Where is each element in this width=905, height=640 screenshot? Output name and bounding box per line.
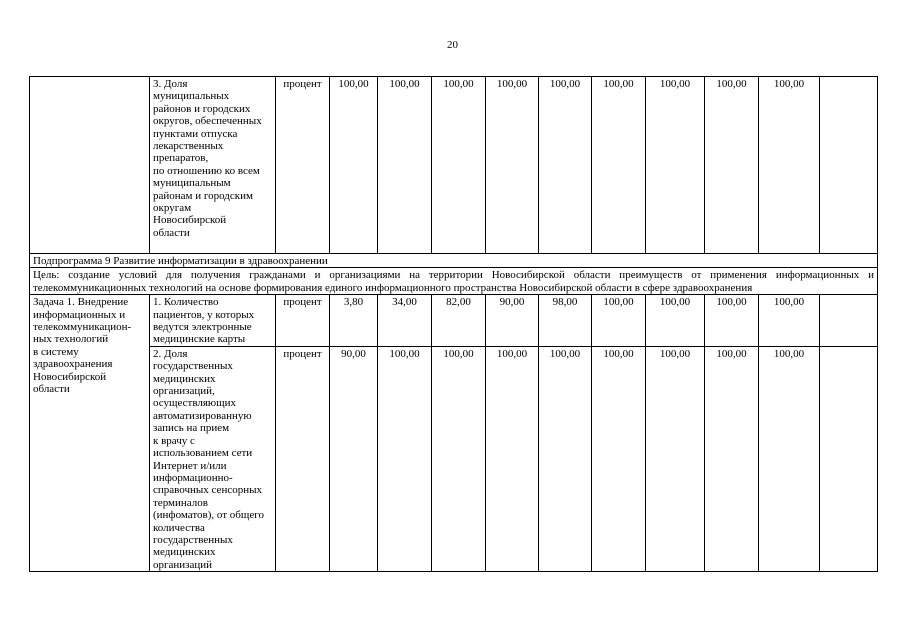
value-cell: 100,00 xyxy=(646,295,705,347)
value-cell: 90,00 xyxy=(330,346,378,571)
table-row xyxy=(30,254,878,268)
value-cell xyxy=(820,295,878,347)
indicator-cell: 1. Количество пациентов, у которых ведутся электронные медицинские карты xyxy=(150,295,276,347)
goal-text: Цель: создание условий для получения гражданами и организациями на территории Новосибирской области преимуществ от применения информационных и телекоммуникационных технологий на основе формирования единого информационного пространства Новосибирской области в сфере здравоохранения xyxy=(30,268,878,295)
value-cell: 100,00 xyxy=(378,77,432,254)
value-cell: 100,00 xyxy=(646,77,705,254)
value-cell xyxy=(820,346,878,571)
value-cell xyxy=(820,77,878,254)
value-cell: 34,00 xyxy=(378,295,432,347)
table-row xyxy=(30,346,878,571)
value-cell: 100,00 xyxy=(705,77,759,254)
unit-cell: процент xyxy=(276,295,330,347)
value-cell: 100,00 xyxy=(432,77,486,254)
table-row xyxy=(30,295,878,347)
value-cell: 100,00 xyxy=(759,295,820,347)
page-number: 20 xyxy=(447,39,458,51)
value-cell: 82,00 xyxy=(432,295,486,347)
value-cell: 100,00 xyxy=(759,346,820,571)
value-cell: 100,00 xyxy=(592,346,646,571)
value-cell: 90,00 xyxy=(486,295,539,347)
unit-cell: процент xyxy=(276,346,330,571)
indicator-cell: 2. Доля государственных медицинских организаций, осуществляющих автоматизированную запись на прием к врачу с использованием сети Интернет и/или информационно- справочных сенсорных терминалов (инфоматов), от общего количества государственных медицинских организаций xyxy=(150,346,276,571)
task-cell xyxy=(30,77,150,254)
value-cell: 100,00 xyxy=(432,346,486,571)
table-row xyxy=(30,268,878,295)
value-cell: 100,00 xyxy=(705,346,759,571)
value-cell: 100,00 xyxy=(486,346,539,571)
value-cell: 100,00 xyxy=(539,77,592,254)
value-cell: 100,00 xyxy=(486,77,539,254)
value-cell: 100,00 xyxy=(705,295,759,347)
value-cell: 100,00 xyxy=(592,77,646,254)
indicators-table xyxy=(29,76,878,572)
value-cell: 3,80 xyxy=(330,295,378,347)
task-cell: Задача 1. Внедрение информационных и телекоммуникацион- ных технологий в систему здравоохранения Новосибирской области xyxy=(30,295,150,572)
value-cell: 100,00 xyxy=(646,346,705,571)
value-cell: 100,00 xyxy=(539,346,592,571)
table-row xyxy=(30,77,878,254)
unit-cell: процент xyxy=(276,77,330,254)
subprogram-title: Подпрограмма 9 Развитие информатизации в здравоохранении xyxy=(30,254,878,268)
value-cell: 98,00 xyxy=(539,295,592,347)
value-cell: 100,00 xyxy=(378,346,432,571)
value-cell: 100,00 xyxy=(330,77,378,254)
value-cell: 100,00 xyxy=(759,77,820,254)
indicator-cell: 3. Доля муниципальных районов и городских округов, обеспеченных пунктами отпуска лекарственных препаратов, по отношению ко всем муниципальным районам и городским округам Новосибирской области xyxy=(150,77,276,254)
value-cell: 100,00 xyxy=(592,295,646,347)
